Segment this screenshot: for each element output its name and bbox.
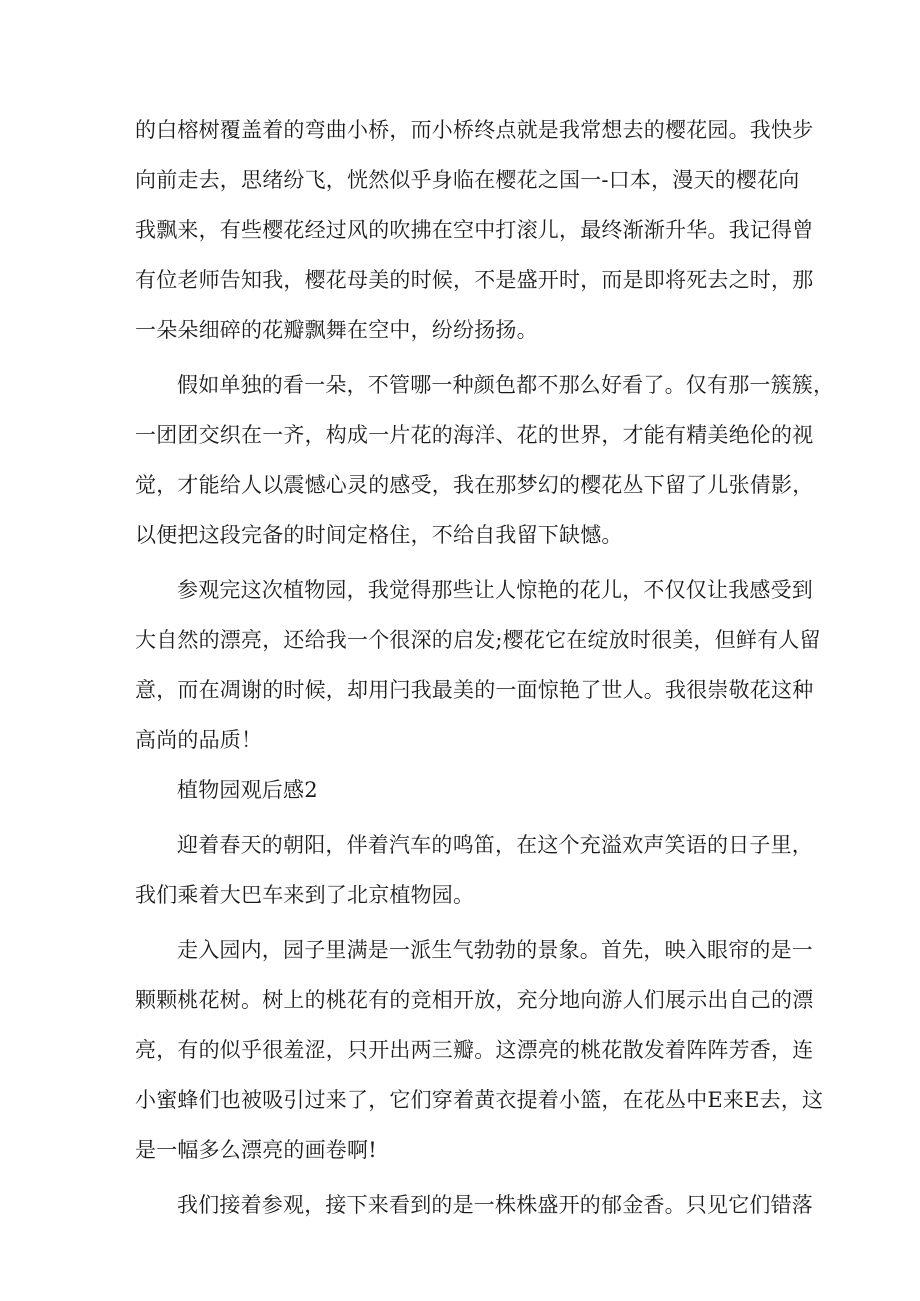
- text-line: 亮，有的似乎很羞涩，只开出两三瓣。这漂亮的桃花散发着阵阵芳香，连: [135, 1038, 814, 1062]
- paragraph-first-line: 走入园内，园子里满是一派生气勃勃的景象。首先，映入眼帘的是一: [177, 938, 813, 962]
- paragraph-first-line: 参观完这次植物园，我觉得那些让人惊艳的花儿，不仅仅让我感受到: [177, 578, 813, 602]
- text-line: 有位老师告知我，樱花母美的时候，不是盛开时，而是即将死去之时，那: [135, 268, 814, 292]
- section-heading: 植物园观后感2: [177, 778, 318, 802]
- text-line: 一朵朵细碎的花瓣飘舞在空中，纷纷扬扬。: [135, 318, 538, 342]
- text-line: 意，而在凋谢的时候，却用闩我最美的一面惊艳了世人。我很崇敬花这种: [135, 678, 814, 702]
- text-line: 大自然的漂亮，还给我一个很深的启发;樱花它在绽放时很美，但鲜有人留: [135, 628, 821, 652]
- text-line: 觉，才能给人以震憾心灵的感受，我在那梦幻的樱花丛下留了儿张倩影，: [135, 473, 814, 497]
- text-line: 小蜜蜂们也被吸引过来了，它们穿着黄衣提着小篮，在花丛中E来E去，这: [135, 1088, 824, 1112]
- text-line: 高尚的品质！: [135, 728, 263, 752]
- paragraph-first-line: 假如单独的看一朵，不管哪一种颜色都不那么好看了。仅有那一簇簇，: [177, 373, 835, 397]
- paragraph-first-line: 迎着春天的朝阳，伴着汽车的鸣笛，在这个充溢欢声笑语的日子里，: [177, 833, 813, 857]
- text-line: 的白榕树覆盖着的弯曲小桥，而小桥终点就是我常想去的樱花园。我快步: [135, 118, 814, 142]
- paragraph-first-line: 我们接着参观，接下来看到的是一株株盛开的郁金香。只见它们错落: [177, 1193, 813, 1217]
- text-line: 是一幅多么漂亮的画卷啊!: [135, 1138, 377, 1162]
- text-line: 一团团交织在一齐，构成一片花的海洋、花的世界，才能有精美绝伦的视: [135, 423, 814, 447]
- text-line: 我飘来，有些樱花经过风的吹拂在空中打滚儿，最终渐渐升华。我记得曾: [135, 218, 814, 242]
- text-line: 以便把这段完备的时间定格住，不给自我留下缺憾。: [135, 523, 623, 547]
- text-line: 颗颗桃花树。树上的桃花有的竞相开放，充分地向游人们展示出自己的漂: [135, 988, 814, 1012]
- text-line: 向前走去，思绪纷飞，恍然似乎身临在樱花之国一-口本，漫天的樱花向: [135, 168, 800, 192]
- text-line: 我们乘着大巴车来到了北京植物园。: [135, 883, 475, 907]
